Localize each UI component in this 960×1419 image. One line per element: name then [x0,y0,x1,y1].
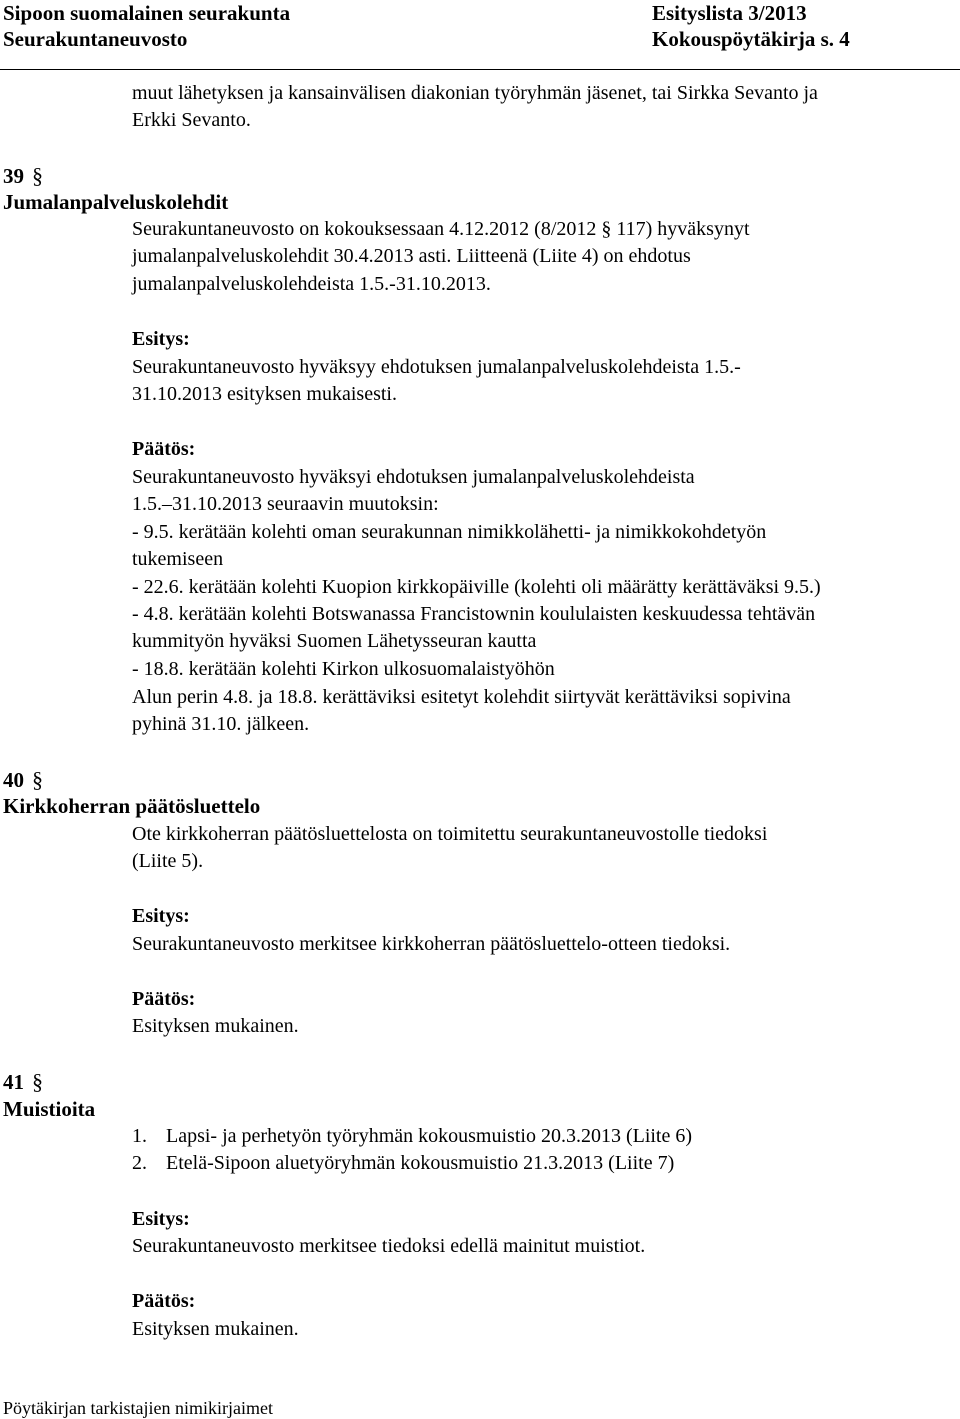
proposal-label: Esitys: [132,1208,190,1230]
decision-text: - 18.8. kerätään kolehti Kirkon ulkosuomalaistyöhön [132,658,555,680]
proposal-text: Seurakuntaneuvosto merkitsee tiedoksi edellä mainitut muistiot. [132,1235,646,1257]
decision-label: Päätös: [132,988,196,1010]
footer-note: Pöytäkirjan tarkistajien nimikirjaimet [3,1398,273,1418]
decision-text: kummityön hyväksi Suomen Lähetysseuran kautta [132,630,537,652]
decision-text: - 4.8. kerätään kolehti Botswanassa Francistownin koululaisten keskuudessa tehtävän [132,603,816,625]
decision-text: - 22.6. kerätään kolehti Kuopion kirkkopäiville (kolehti oli määrätty kerättäväksi 9.5.) [132,576,821,598]
header-org: Sipoon suomalainen seurakunta [3,1,291,25]
section-sign: § [32,767,43,792]
section-title: Muistioita [3,1097,96,1121]
decision-text: Esityksen mukainen. [132,1318,299,1340]
decision-text: pyhinä 31.10. jälkeen. [132,713,310,735]
header-body: Seurakuntaneuvosto [3,27,188,51]
proposal-label: Esitys: [132,328,190,350]
decision-label: Päätös: [132,1290,196,1312]
section-sign: § [32,1069,43,1094]
decision-text: Alun perin 4.8. ja 18.8. kerättäviksi esitetyt kolehdit siirtyvät kerättäviksi sopivina [132,686,791,708]
decision-text: Esityksen mukainen. [132,1015,299,1037]
list-item: 1. Lapsi- ja perhetyön työryhmän kokousmuistio 20.3.2013 (Liite 6) [132,1125,693,1147]
section-text: (Liite 5). [132,850,204,872]
proposal-label: Esitys: [132,905,190,927]
proposal-text: Seurakuntaneuvosto merkitsee kirkkoherran päätösluettelo-otteen tiedoksi. [132,933,731,955]
header-page: Kokouspöytäkirja s. 4 [652,27,850,51]
section-text: jumalanpalveluskolehdit 30.4.2013 asti. Liitteenä (Liite 4) on ehdotus [132,245,691,267]
section-number: 41 § [3,1069,43,1094]
decision-text: Seurakuntaneuvosto hyväksyi ehdotuksen jumalanpalveluskolehdeista [132,466,695,488]
section-text: jumalanpalveluskolehdeista 1.5.-31.10.2013. [132,273,491,295]
section-text: Seurakuntaneuvosto on kokouksessaan 4.12.2012 (8/2012 § 117) hyväksynyt [132,218,750,240]
section-sign: § [32,163,43,188]
list-item: 2. Etelä-Sipoon aluetyöryhmän kokousmuistio 21.3.2013 (Liite 7) [132,1152,675,1174]
section-title: Kirkkoherran päätösluettelo [3,794,261,818]
header-doc: Esityslista 3/2013 [652,1,807,25]
section-title: Jumalanpalveluskolehdit [3,190,229,214]
header-divider [0,69,960,70]
proposal-text: 31.10.2013 esityksen mukaisesti. [132,383,397,405]
intro-line: Erkki Sevanto. [132,109,251,131]
decision-label: Päätös: [132,438,196,460]
decision-text: - 9.5. kerätään kolehti oman seurakunnan nimikkolähetti- ja nimikkokohdetyön [132,521,767,543]
section-number: 40 § [3,767,43,792]
section-text: Ote kirkkoherran päätösluettelosta on toimitettu seurakuntaneuvostolle tiedoksi [132,823,768,845]
section-number: 39 § [3,163,43,188]
proposal-text: Seurakuntaneuvosto hyväksyy ehdotuksen jumalanpalveluskolehdeista 1.5.- [132,356,741,378]
decision-text: tukemiseen [132,548,224,570]
intro-line: muut lähetyksen ja kansainvälisen diakonian työryhmän jäsenet, tai Sirkka Sevanto ja [132,82,818,104]
decision-text: 1.5.–31.10.2013 seuraavin muutoksin: [132,493,439,515]
